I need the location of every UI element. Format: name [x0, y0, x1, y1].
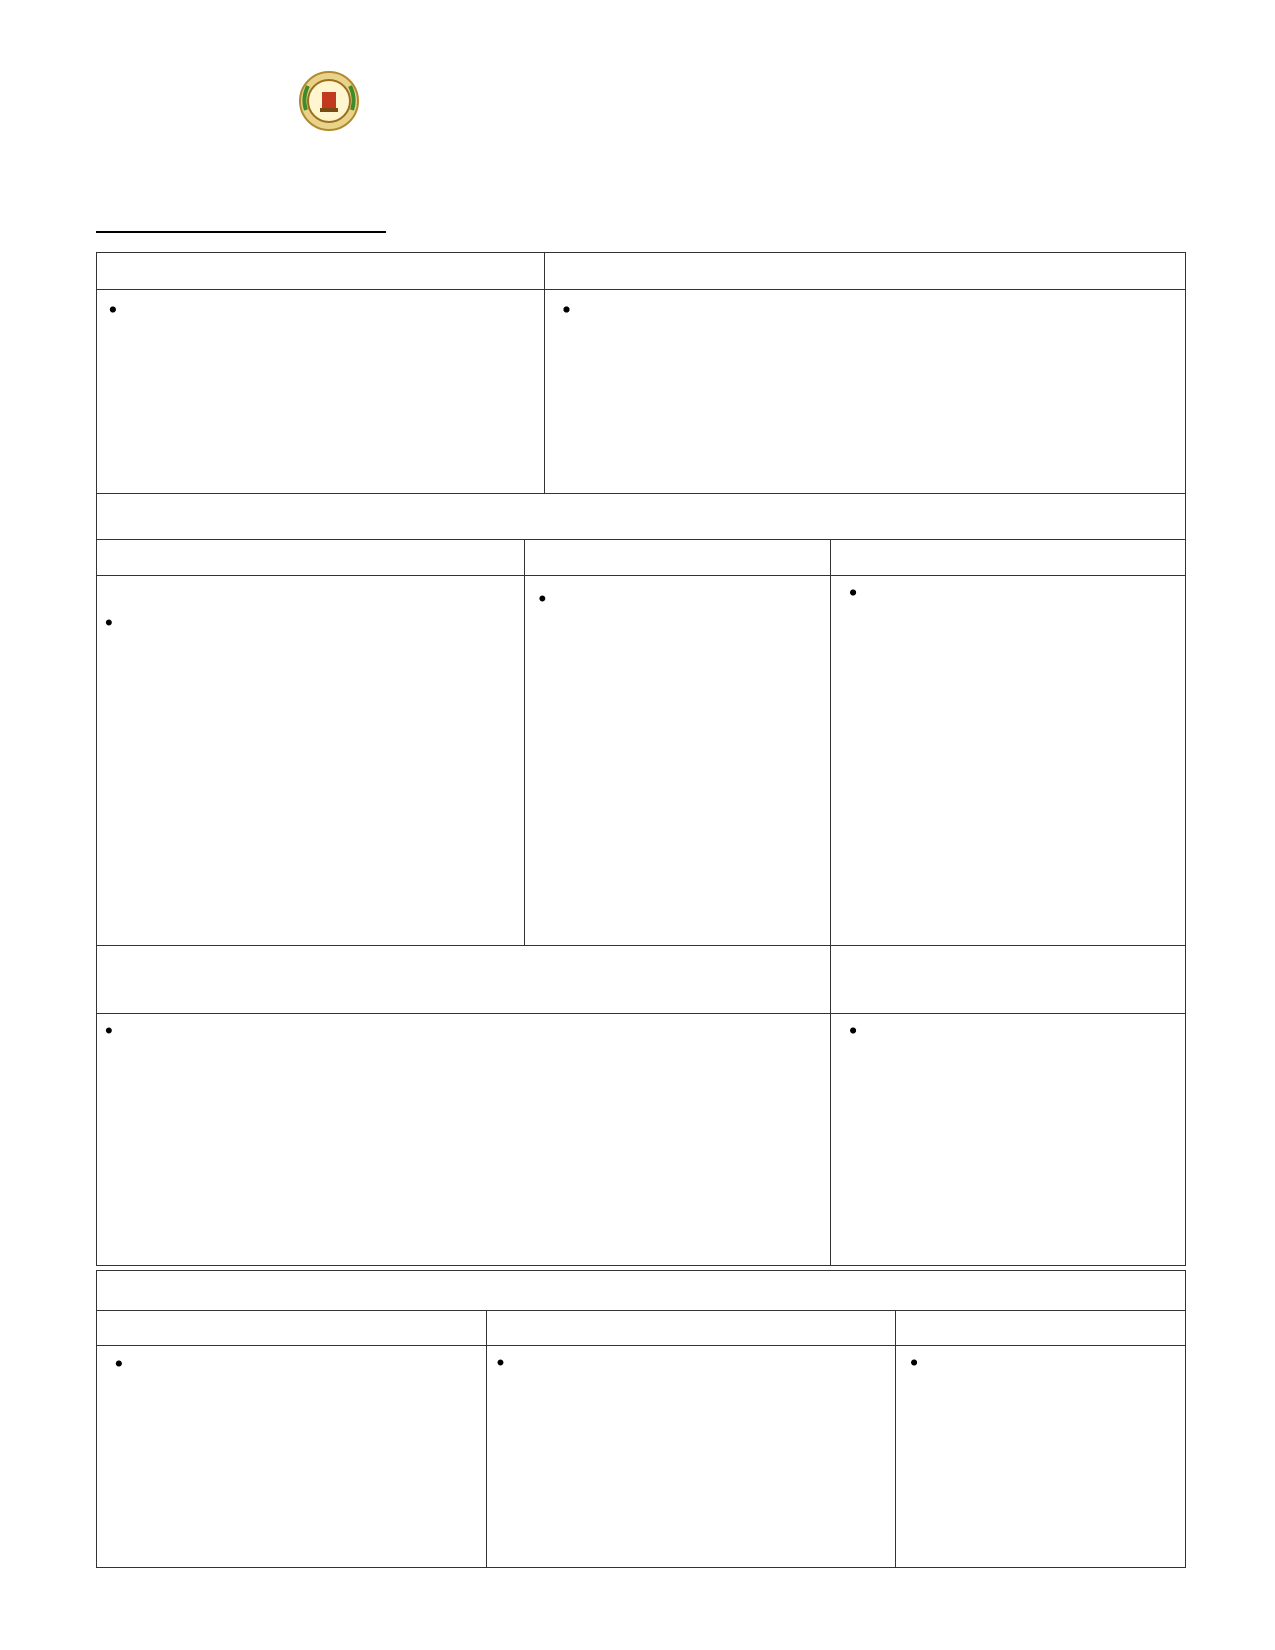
- number-work-cell: [486, 1346, 896, 1568]
- logical-skill-table: [96, 1270, 1186, 1568]
- hindi-language-skills-heading-cell: [97, 946, 831, 1014]
- hindi-rhymes-heading-cell: [831, 946, 1186, 1014]
- magic-words-heading: [544, 253, 1185, 290]
- writing-skill-cell: [524, 576, 831, 946]
- hindi-language-cell: [97, 1014, 831, 1266]
- star-border-left: [40, 0, 64, 1650]
- moral-value-heading: [97, 253, 545, 290]
- moral-value-cell: [97, 290, 545, 494]
- english-language-cell: [97, 576, 525, 946]
- writing-skill-heading: [524, 540, 831, 576]
- hindi-rhymes-cell: [831, 1014, 1186, 1266]
- rhymes-heading: [831, 540, 1186, 576]
- logical-skill-cell: [97, 1346, 487, 1568]
- logical-skill-heading: [97, 1311, 487, 1346]
- school-logo-icon: [298, 70, 360, 132]
- name-blank-line: [96, 207, 386, 233]
- name-field[interactable]: [94, 205, 386, 233]
- star-border-right: [1226, 0, 1250, 1650]
- concepts-cell: [896, 1346, 1186, 1568]
- star-border-top: [0, 18, 1275, 42]
- rhymes-cell: [831, 576, 1186, 946]
- magic-words-cell: [544, 290, 1185, 494]
- concepts-heading: [896, 1311, 1186, 1346]
- number-work-heading: [486, 1311, 896, 1346]
- star-border-bottom: [0, 1594, 1275, 1618]
- moral-magic-table: [96, 252, 1186, 494]
- linguistic-skill-table: [96, 493, 1186, 1266]
- logical-skill-title: [97, 1271, 1186, 1311]
- linguistic-skill-title: [97, 494, 1186, 540]
- hindi-rhymes-heading: [831, 986, 891, 1012]
- language-skills-heading: [97, 540, 525, 576]
